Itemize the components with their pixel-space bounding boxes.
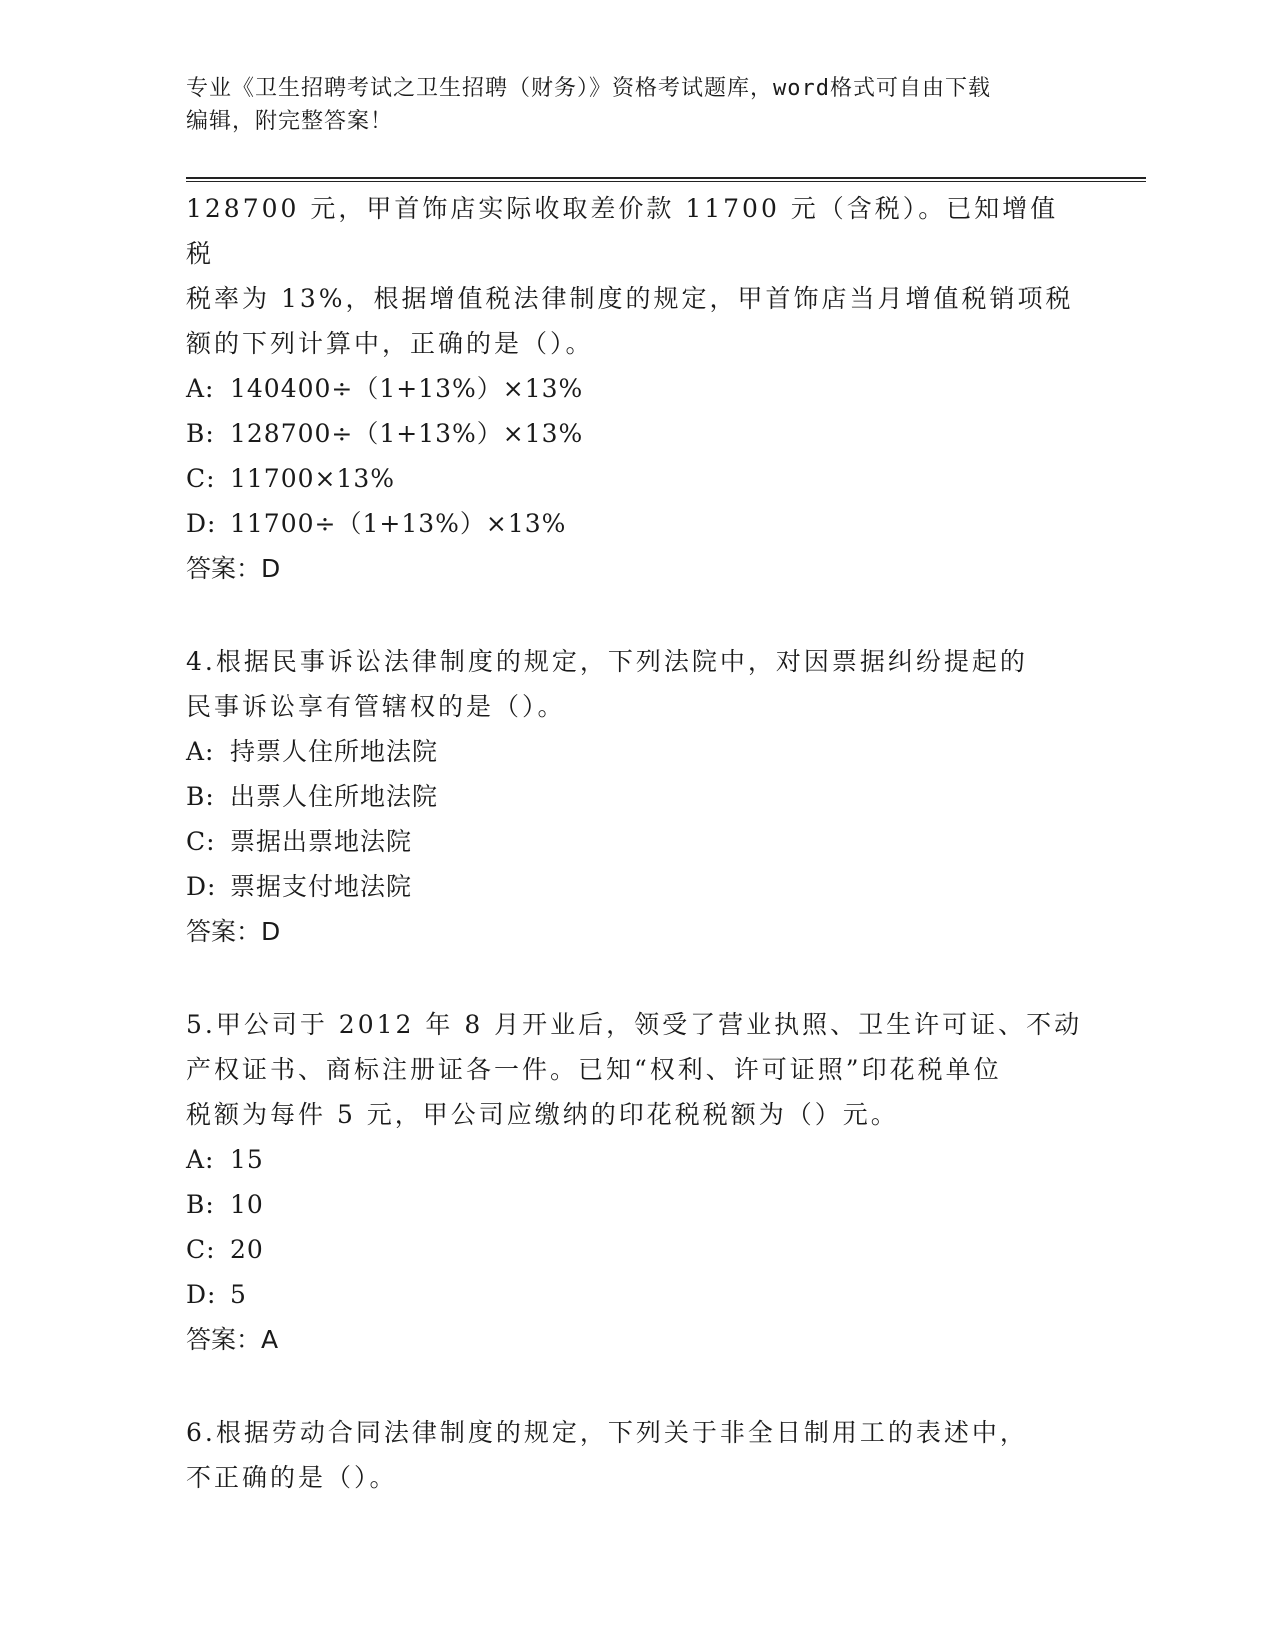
- option-letter: B:: [186, 1190, 215, 1219]
- header-divider-thin: [186, 181, 1146, 182]
- question-3-option-a: [186, 366, 1086, 411]
- option-letter: C:: [186, 1235, 216, 1264]
- question-3: [186, 186, 1086, 591]
- question-5-option-c: [186, 1227, 1086, 1272]
- option-letter: C:: [186, 827, 216, 856]
- spacer: [186, 1362, 1086, 1410]
- question-3-text-line-3: 额的下列计算中，正确的是（）。: [186, 329, 594, 358]
- question-5-answer: 答案：A: [186, 1325, 279, 1354]
- option-letter: D:: [186, 509, 217, 538]
- option-text: 11700×13%: [230, 464, 396, 493]
- question-6-text-line-2: 不正确的是（）。: [186, 1463, 398, 1492]
- option-text: 11700÷（1+13%）×13%: [230, 509, 567, 538]
- question-4-option-a: [186, 729, 1086, 774]
- option-letter: C:: [186, 464, 216, 493]
- option-text: 5: [230, 1280, 247, 1309]
- question-4-option-b: [186, 774, 1086, 819]
- option-letter: D:: [186, 1280, 217, 1309]
- option-letter: B:: [186, 419, 215, 448]
- question-6-text-line-1: 6.根据劳动合同法律制度的规定，下列关于非全日制用工的表述中，: [186, 1418, 1028, 1447]
- header-line-2: 编辑，附完整答案！: [186, 109, 394, 134]
- question-3-text-line-1: 128700 元，甲首饰店实际收取差价款 11700 元（含税）。已知增值税: [186, 194, 1059, 268]
- header-divider-thick: [186, 177, 1146, 179]
- spacer: [186, 591, 1086, 639]
- question-4-answer: 答案：D: [186, 917, 281, 946]
- question-6: [186, 1410, 1086, 1500]
- question-5: [186, 1002, 1086, 1362]
- question-5-option-a: [186, 1137, 1086, 1182]
- question-5-option-b: [186, 1182, 1086, 1227]
- question-3-answer: 答案：D: [186, 554, 281, 583]
- option-text: 20: [230, 1235, 264, 1264]
- option-text: 票据支付地法院: [230, 872, 413, 901]
- question-5-option-d: [186, 1272, 1086, 1317]
- question-4-text-line-2: 民事诉讼享有管辖权的是（）。: [186, 692, 566, 721]
- question-5-text-line-2: 产权证书、商标注册证各一件。已知“权利、许可证照”印花税单位: [186, 1055, 1002, 1084]
- option-text: 出票人住所地法院: [230, 782, 439, 811]
- option-text: 128700÷（1+13%）×13%: [230, 419, 584, 448]
- question-list: [186, 186, 1086, 1500]
- question-4-option-d: [186, 864, 1086, 909]
- option-letter: D:: [186, 872, 217, 901]
- question-4: [186, 639, 1086, 954]
- option-text: 持票人住所地法院: [230, 737, 439, 766]
- option-text: 140400÷（1+13%）×13%: [230, 374, 584, 403]
- option-letter: B:: [186, 782, 215, 811]
- option-text: 10: [230, 1190, 264, 1219]
- question-5-text-line-1: 5.甲公司于 2012 年 8 月开业后，领受了营业执照、卫生许可证、不动: [186, 1010, 1083, 1039]
- option-text: 15: [230, 1145, 264, 1174]
- question-4-option-c: [186, 819, 1086, 864]
- option-letter: A:: [186, 1145, 215, 1174]
- spacer: [186, 954, 1086, 1002]
- question-4-text-line-1: 4.根据民事诉讼法律制度的规定，下列法院中，对因票据纠纷提起的: [186, 647, 1028, 676]
- question-5-text-line-3: 税额为每件 5 元，甲公司应缴纳的印花税税额为（）元。: [186, 1100, 899, 1129]
- option-letter: A:: [186, 737, 215, 766]
- question-3-option-b: [186, 411, 1086, 456]
- option-text: 票据出票地法院: [230, 827, 413, 856]
- document-header: [186, 72, 1086, 138]
- question-3-option-c: [186, 456, 1086, 501]
- question-3-option-d: [186, 501, 1086, 546]
- question-3-text-line-2: 税率为 13%，根据增值税法律制度的规定，甲首饰店当月增值税销项税: [186, 284, 1074, 313]
- header-line-1: 专业《卫生招聘考试之卫生招聘（财务）》资格考试题库，word格式可自由下载: [186, 76, 991, 101]
- option-letter: A:: [186, 374, 215, 403]
